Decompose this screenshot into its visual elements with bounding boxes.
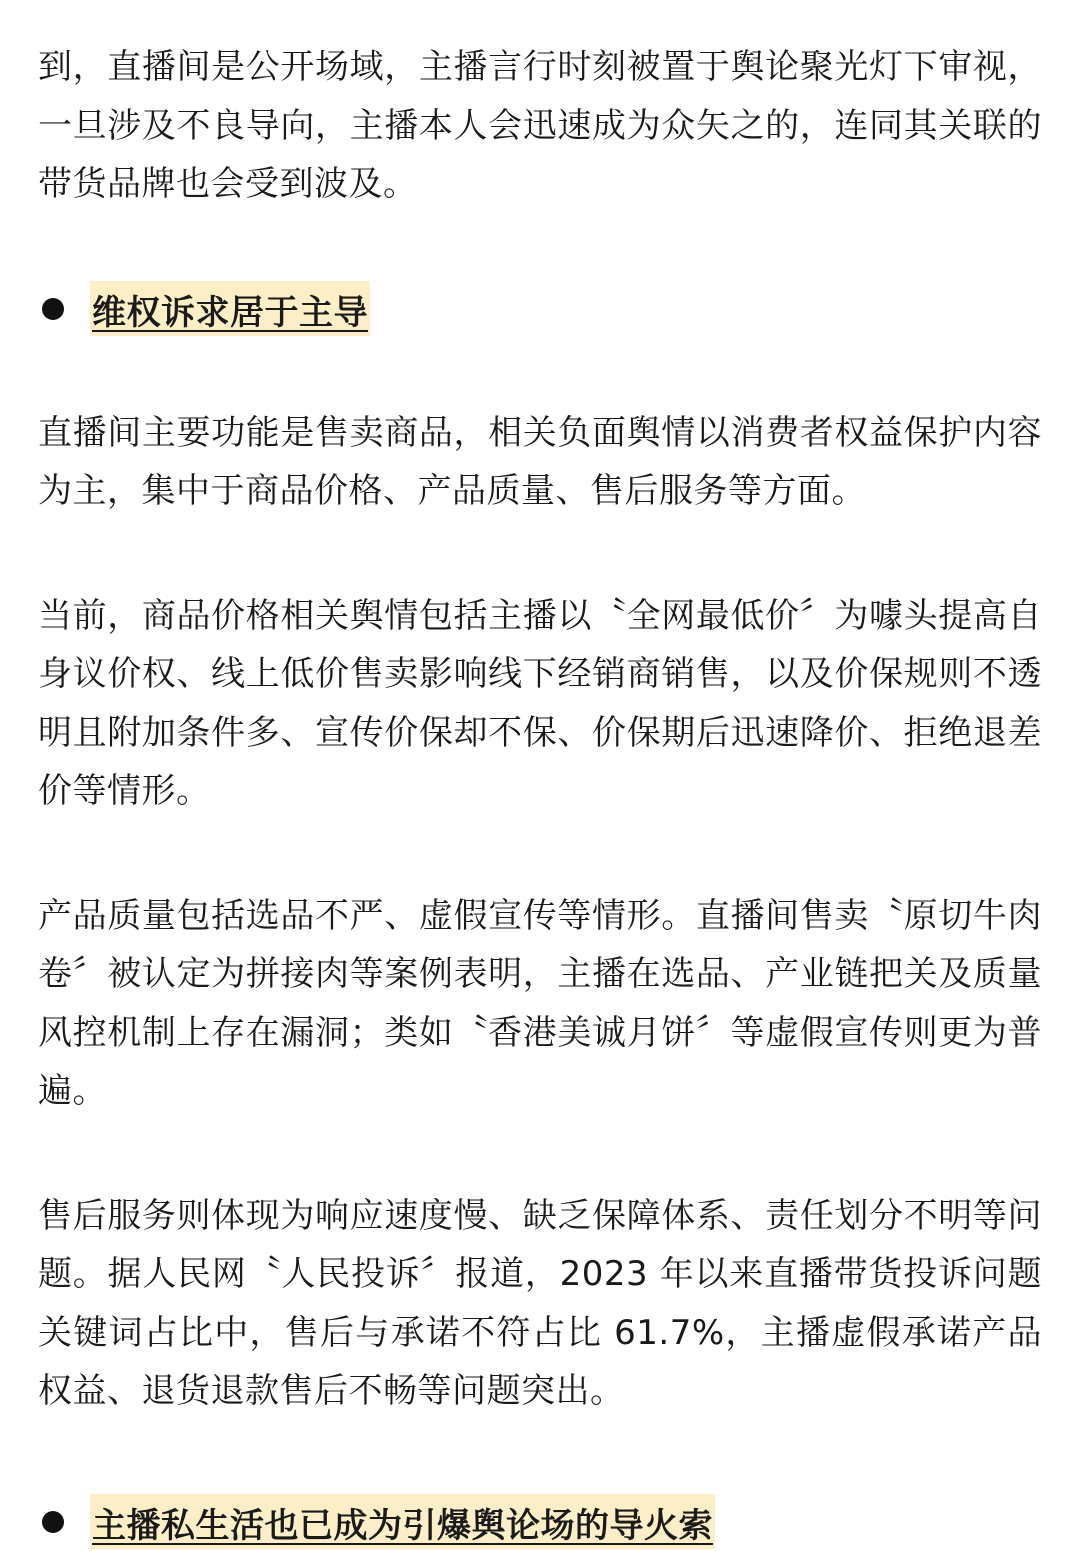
paragraph-after-sales: 售后服务则体现为响应速度慢、缺乏保障体系、责任划分不明等问题。据人民网〝人民投诉〞报道，2023 年以来直播带货投诉问题关键词占比中，售后与承诺不符占比 61.7%，主播虚假承诺产品权益、退货退款售后不畅等问题突出。 bbox=[38, 1195, 1042, 1411]
paragraph-price: 当前，商品价格相关舆情包括主播以〝全网最低价〞为噱头提高自身议价权、线上低价售卖影响线下经销商销售，以及价保规则不透明且附加条件多、宣传价保却不保、价保期后迅速降价、拒绝退差价等情形。 bbox=[38, 595, 1042, 811]
paragraph-quality: 产品质量包括选品不严、虚假宣传等情形。直播间售卖〝原切牛肉卷〞被认定为拼接肉等案例表明，主播在选品、产业链把关及质量风控机制上存在漏洞；类如〝香港美诚月饼〞等虚假宣传则更为普遍。 bbox=[38, 895, 1042, 1111]
bullet-dot-icon bbox=[42, 298, 64, 320]
bullet-dot-icon bbox=[42, 1511, 64, 1533]
section-heading-rights bbox=[38, 280, 1042, 338]
section-heading-text: 维权诉求居于主导 bbox=[90, 281, 370, 336]
intro-paragraph: 到，直播间是公开场域，主播言行时刻被置于舆论聚光灯下审视，一旦涉及不良导向，主播本人会迅速成为众矢之的，连同其关联的带货品牌也会受到波及。 bbox=[38, 47, 1042, 204]
section-heading-text: 主播私生活也已成为引爆舆论场的导火索 bbox=[90, 1494, 715, 1549]
paragraph-main-function: 直播间主要功能是售卖商品，相关负面舆情以消费者权益保护内容为主，集中于商品价格、产品质量、售后服务等方面。 bbox=[38, 412, 1042, 511]
section-heading-private-life bbox=[38, 1493, 1042, 1551]
